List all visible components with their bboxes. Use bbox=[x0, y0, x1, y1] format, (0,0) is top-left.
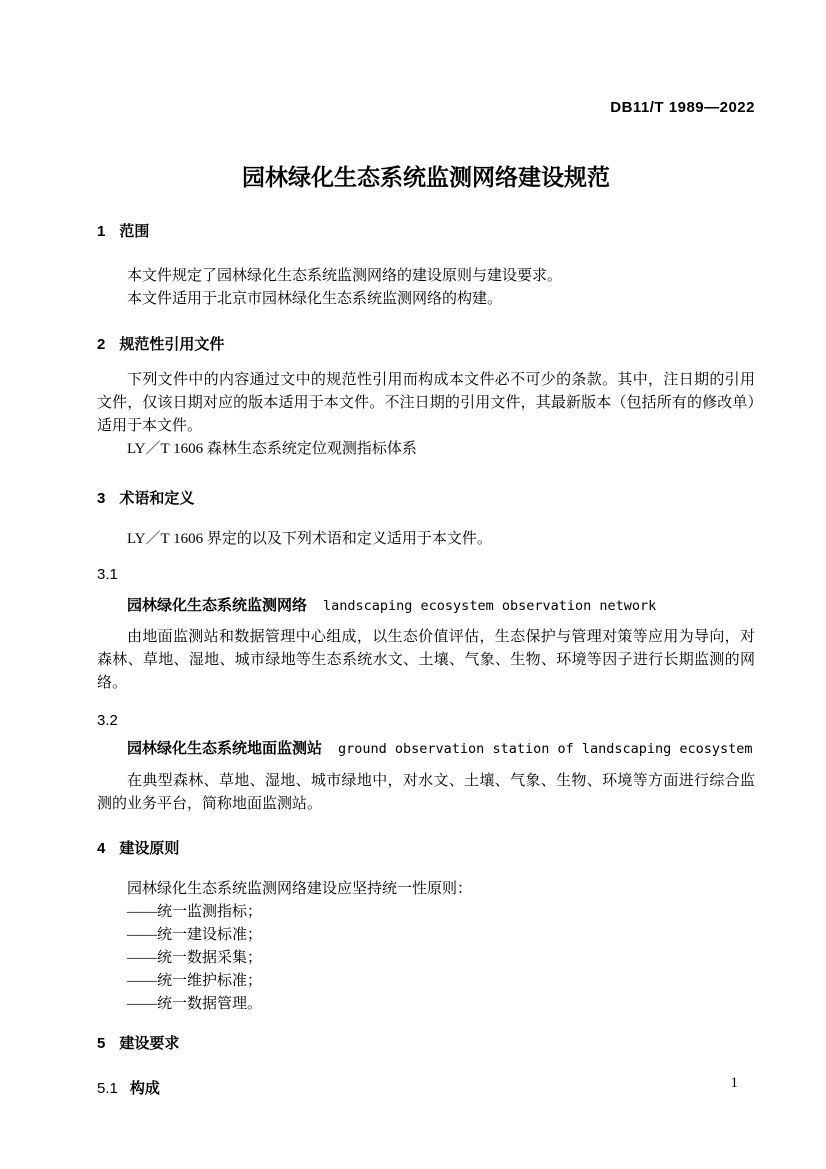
list-item: ——统一监测指标； bbox=[127, 904, 263, 920]
section-title: 规范性引用文件 bbox=[119, 336, 225, 353]
page-title: 园林绿化生态系统监测网络建设规范 bbox=[242, 164, 610, 190]
section-number: 2 bbox=[97, 336, 106, 353]
section-number: 1 bbox=[97, 223, 106, 240]
section-number: 5 bbox=[97, 1035, 106, 1052]
paragraph: 本文件规定了园林绿化生态系统监测网络的建设原则与建设要求。 bbox=[127, 268, 563, 284]
term-definition: 由地面监测站和数据管理中心组成，以生态价值评估，生态保护与管理对策等应用为导向，对森林、草地、湿地、城市绿地等生态系统水文、土壤、气象、生物、环境等因子进行长期监测的网络。 bbox=[97, 629, 755, 691]
section-title: 范围 bbox=[119, 223, 150, 240]
paragraph: 园林绿化生态系统监测网络建设应坚持统一性原则： bbox=[127, 881, 473, 897]
section-number: 4 bbox=[97, 840, 106, 857]
section-heading-1 bbox=[97, 220, 755, 243]
subsection-number: 5.1 bbox=[97, 1080, 118, 1097]
term-entry bbox=[97, 737, 755, 761]
paragraph: 下列文件中的内容通过文中的规范性引用而构成本文件必不可少的条款。其中，注日期的引用文件，仅该日期对应的版本适用于本文件。不注日期的引用文件，其最新版本（包括所有的修改单）适用于本文件。 bbox=[97, 372, 755, 434]
doc-code: DB11/T 1989—2022 bbox=[610, 99, 755, 116]
section-title: 术语和定义 bbox=[119, 490, 195, 507]
section-heading-4 bbox=[97, 837, 755, 860]
section-heading-5 bbox=[97, 1032, 755, 1055]
subsection-title: 构成 bbox=[129, 1080, 160, 1097]
paragraph: LY／T 1606 界定的以及下列术语和定义适用于本文件。 bbox=[127, 531, 492, 547]
section-heading-3 bbox=[97, 487, 755, 510]
term-english: landscaping ecosystem observation network bbox=[323, 598, 657, 614]
normative-reference: LY／T 1606 森林生态系统定位观测指标体系 bbox=[127, 441, 417, 457]
page-number: 1 bbox=[730, 1075, 738, 1091]
list-item: ——统一维护标准； bbox=[127, 973, 263, 989]
list-item: ——统一建设标准； bbox=[127, 927, 263, 943]
subsection-heading-5-1 bbox=[97, 1077, 755, 1100]
section-heading-2 bbox=[97, 333, 755, 356]
term-chinese: 园林绿化生态系统地面监测站 bbox=[127, 740, 323, 757]
list-item: ——统一数据管理。 bbox=[127, 996, 263, 1012]
term-number: 3.2 bbox=[97, 712, 118, 729]
list-item: ——统一数据采集； bbox=[127, 950, 263, 966]
term-entry bbox=[97, 594, 755, 618]
term-number: 3.1 bbox=[97, 566, 118, 583]
section-number: 3 bbox=[97, 490, 106, 507]
term-chinese: 园林绿化生态系统监测网络 bbox=[127, 597, 308, 614]
paragraph: 本文件适用于北京市园林绿化生态系统监测网络的构建。 bbox=[127, 291, 503, 307]
term-definition: 在典型森林、草地、湿地、城市绿地中，对水文、土壤、气象、生物、环境等方面进行综合监测的业务平台，简称地面监测站。 bbox=[97, 773, 755, 812]
section-title: 建设要求 bbox=[119, 1035, 180, 1052]
section-title: 建设原则 bbox=[119, 840, 180, 857]
term-english: ground observation station of landscaping ecosystem bbox=[338, 741, 753, 757]
